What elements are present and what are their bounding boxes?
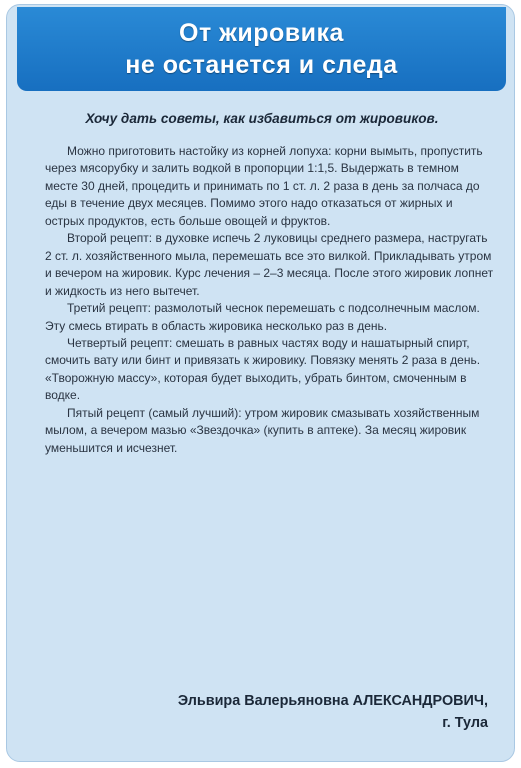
recipe-paragraph-4: Четвертый рецепт: смешать в равных частях воду и нашатырный спирт, смочить вату или бинт и привязать к жировику. Повязку менять 2 раза в день. «Творожную массу», которая будет выходить, убрать бинтом, смоченным в водке. — [45, 335, 481, 403]
title-line-1: От жировика — [179, 19, 344, 47]
recipe-paragraph-5: Пятый рецепт (самый лучший): утром жировик смазывать хозяйственным мылом, а вечером мазью «Звездочка» (купить в аптеке). За месяц жировик уменьшится и исчезнет. — [45, 405, 480, 455]
recipe-paragraph-1: Можно приготовить настойку из корней лопуха: корни вымыть, пропустить через мясорубку и залить водкой в пропорции 1:1,5. Выдержать в темном месте 30 дней, процедить и принимать по 1 ст. л. 2 раза в день за полчаса до еды в течение двух месяцев. Помимо этого надо отказаться от жирных и острых продуктов, есть больше овощей и фруктов. — [45, 144, 483, 228]
intro-subtitle: Хочу дать советы, как избавиться от жировиков. — [85, 111, 439, 126]
recipe-paragraph-3: Третий рецепт: размолотый чеснок перемешать с подсолнечным маслом. Эту смесь втирать в область жировика несколько раз в день. — [45, 301, 480, 333]
article-body — [45, 143, 495, 457]
title-banner — [17, 7, 506, 91]
author-signature — [178, 690, 488, 734]
author-name: Эльвира Валерьяновна АЛЕКСАНДРОВИЧ, — [177, 693, 488, 709]
author-city: г. Тула — [442, 715, 488, 731]
recipe-paragraph-2: Второй рецепт: в духовке испечь 2 луковицы среднего размера, настругать 2 ст. л. хозяйственного мыла, перемешать все это вилкой. Прикладывать утром и вечером на жировик. Курс лечения – 2–3 месяца. После этого жировик лопнет и жидкость из него вытечет. — [45, 231, 494, 298]
article-card — [6, 4, 515, 762]
title-line-2: не останется и следа — [125, 51, 398, 79]
